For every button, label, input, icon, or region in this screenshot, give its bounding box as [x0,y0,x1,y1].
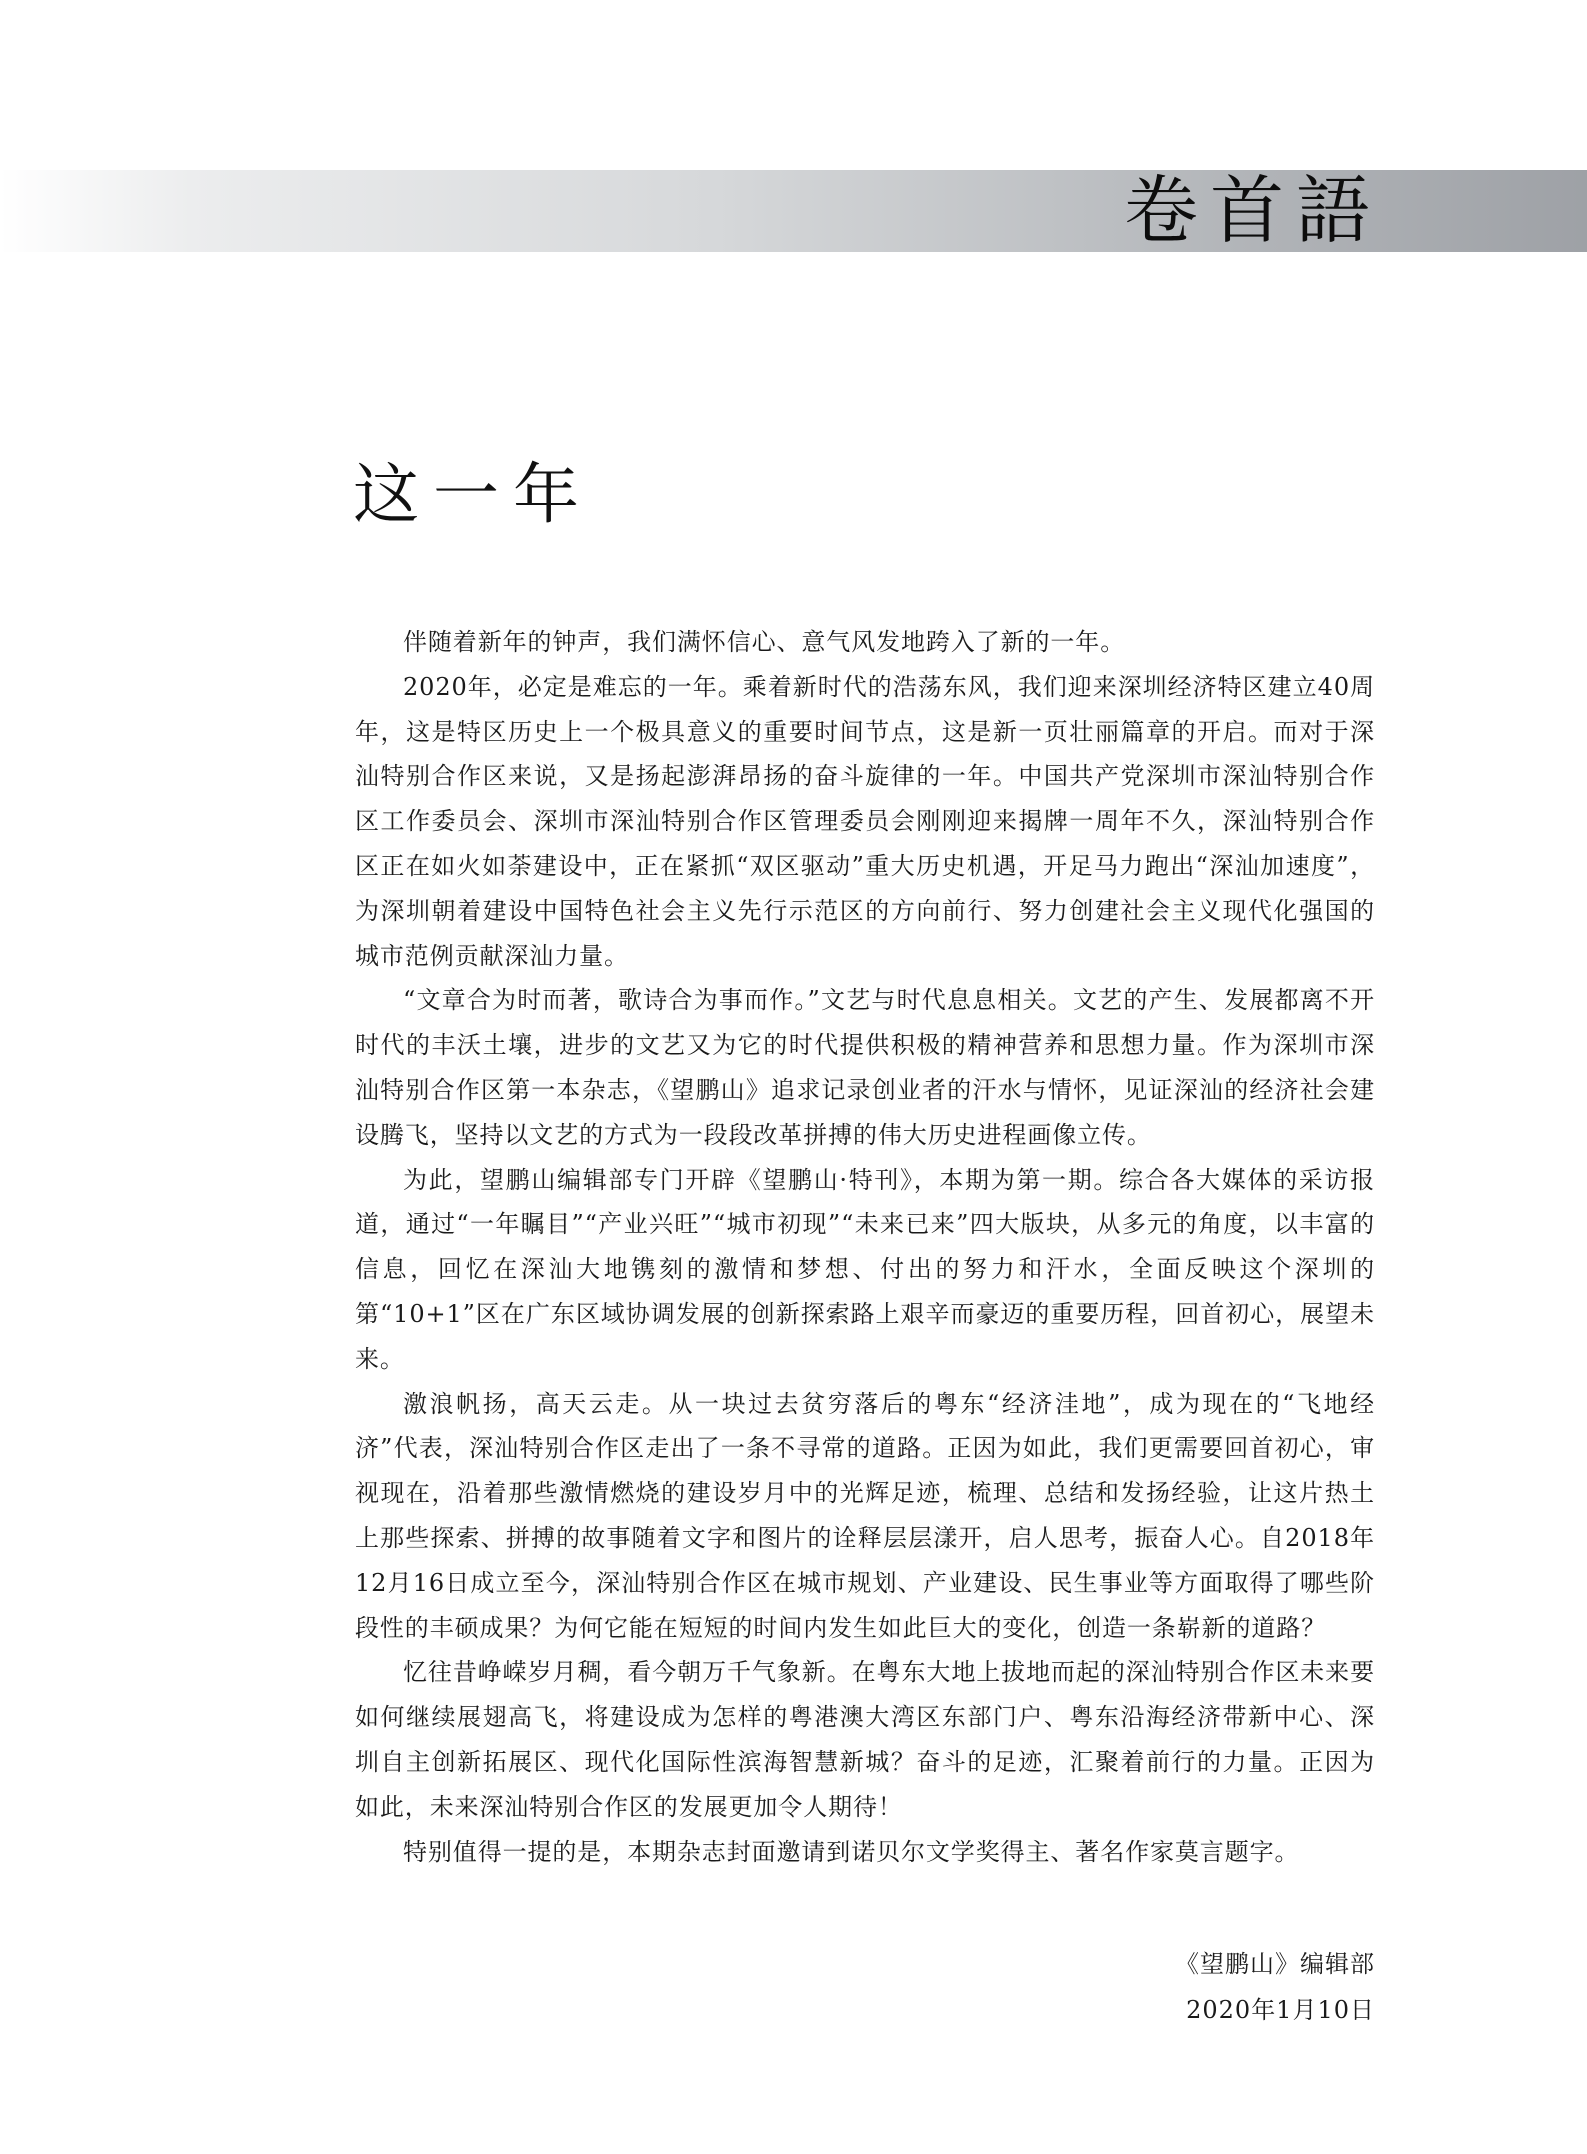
paragraph: 忆往昔峥嵘岁月稠，看今朝万千气象新。在粤东大地上拔地而起的深汕特别合作区未来要如何继续展翅高飞，将建设成为怎样的粤港澳大湾区东部门户、粤东沿海经济带新中心、深圳自主创新拓展区、现代化国际性滨海智慧新城？奋斗的足迹，汇聚着前行的力量。正因为如此，未来深汕特别合作区的发展更加令人期待！ [355,1658,1375,1821]
paragraph: 激浪帆扬，高天云走。从一块过去贫穷落后的粤东“经济洼地”，成为现在的“飞地经济”代表，深汕特别合作区走出了一条不寻常的道路。正因为如此，我们更需要回首初心，审视现在，沿着那些激情燃烧的建设岁月中的光辉足迹，梳理、总结和发扬经验，让这片热土上那些探索、拼搏的故事随着文字和图片的诠释层层漾开，启人思考，振奋人心。自2018年12月16日成立至今，深汕特别合作区在城市规划、产业建设、民生事业等方面取得了哪些阶段性的丰硕成果？为何它能在短短的时间内发生如此巨大的变化，创造一条崭新的道路？ [355,1389,1375,1642]
paragraph: 2020年，必定是难忘的一年。乘着新时代的浩荡东风，我们迎来深圳经济特区建立40周年，这是特区历史上一个极具意义的重要时间节点，这是新一页壮丽篇章的开启。而对于深汕特别合作区来说，又是扬起澎湃昂扬的奋斗旋律的一年。中国共产党深圳市深汕特别合作区工作委员会、深圳市深汕特别合作区管理委员会刚刚迎来揭牌一周年不久，深汕特别合作区正在如火如荼建设中，正在紧抓“双区驱动”重大历史机遇，开足马力跑出“深汕加速度”，为深圳朝着建设中国特色社会主义先行示范区的方向前行、努力创建社会主义现代化强国的城市范例贡献深汕力量。 [355,672,1375,970]
paragraph: 伴随着新年的钟声，我们满怀信心、意气风发地跨入了新的一年。 [403,628,1126,656]
paragraph: “文章合为时而著，歌诗合为事而作。”文艺与时代息息相关。文艺的产生、发展都离不开时代的丰沃土壤，进步的文艺又为它的时代提供积极的精神营养和思想力量。作为深圳市深汕特别合作区第一本杂志，《望鹏山》追求记录创业者的汗水与情怀，见证深汕的经济社会建设腾飞，坚持以文艺的方式为一段段改革拼搏的伟大历史进程画像立传。 [355,986,1375,1149]
signature-date: 2020年1月10日 [1186,1996,1375,2024]
signature-editorial-dept: 《望鹏山》编辑部 [1175,1950,1375,1978]
article-title: 这一年 [353,456,593,533]
paragraph: 为此，望鹏山编辑部专门开辟《望鹏山·特刊》，本期为第一期。综合各大媒体的采访报道，通过“一年瞩目”“产业兴旺”“城市初现”“未来已来”四大版块，从多元的角度，以丰富的信息，回忆在深汕大地镌刻的激情和梦想、付出的努力和汗水，全面反映这个深圳的第“10+1”区在广东区域协调发展的创新探索路上艰辛而豪迈的重要历程，回首初心，展望未来。 [355,1165,1375,1373]
paragraph: 特别值得一提的是，本期杂志封面邀请到诺贝尔文学奖得主、著名作家莫言题字。 [403,1837,1300,1866]
banner-title: 卷首語 [1124,168,1382,254]
article-body [355,620,1375,1874]
